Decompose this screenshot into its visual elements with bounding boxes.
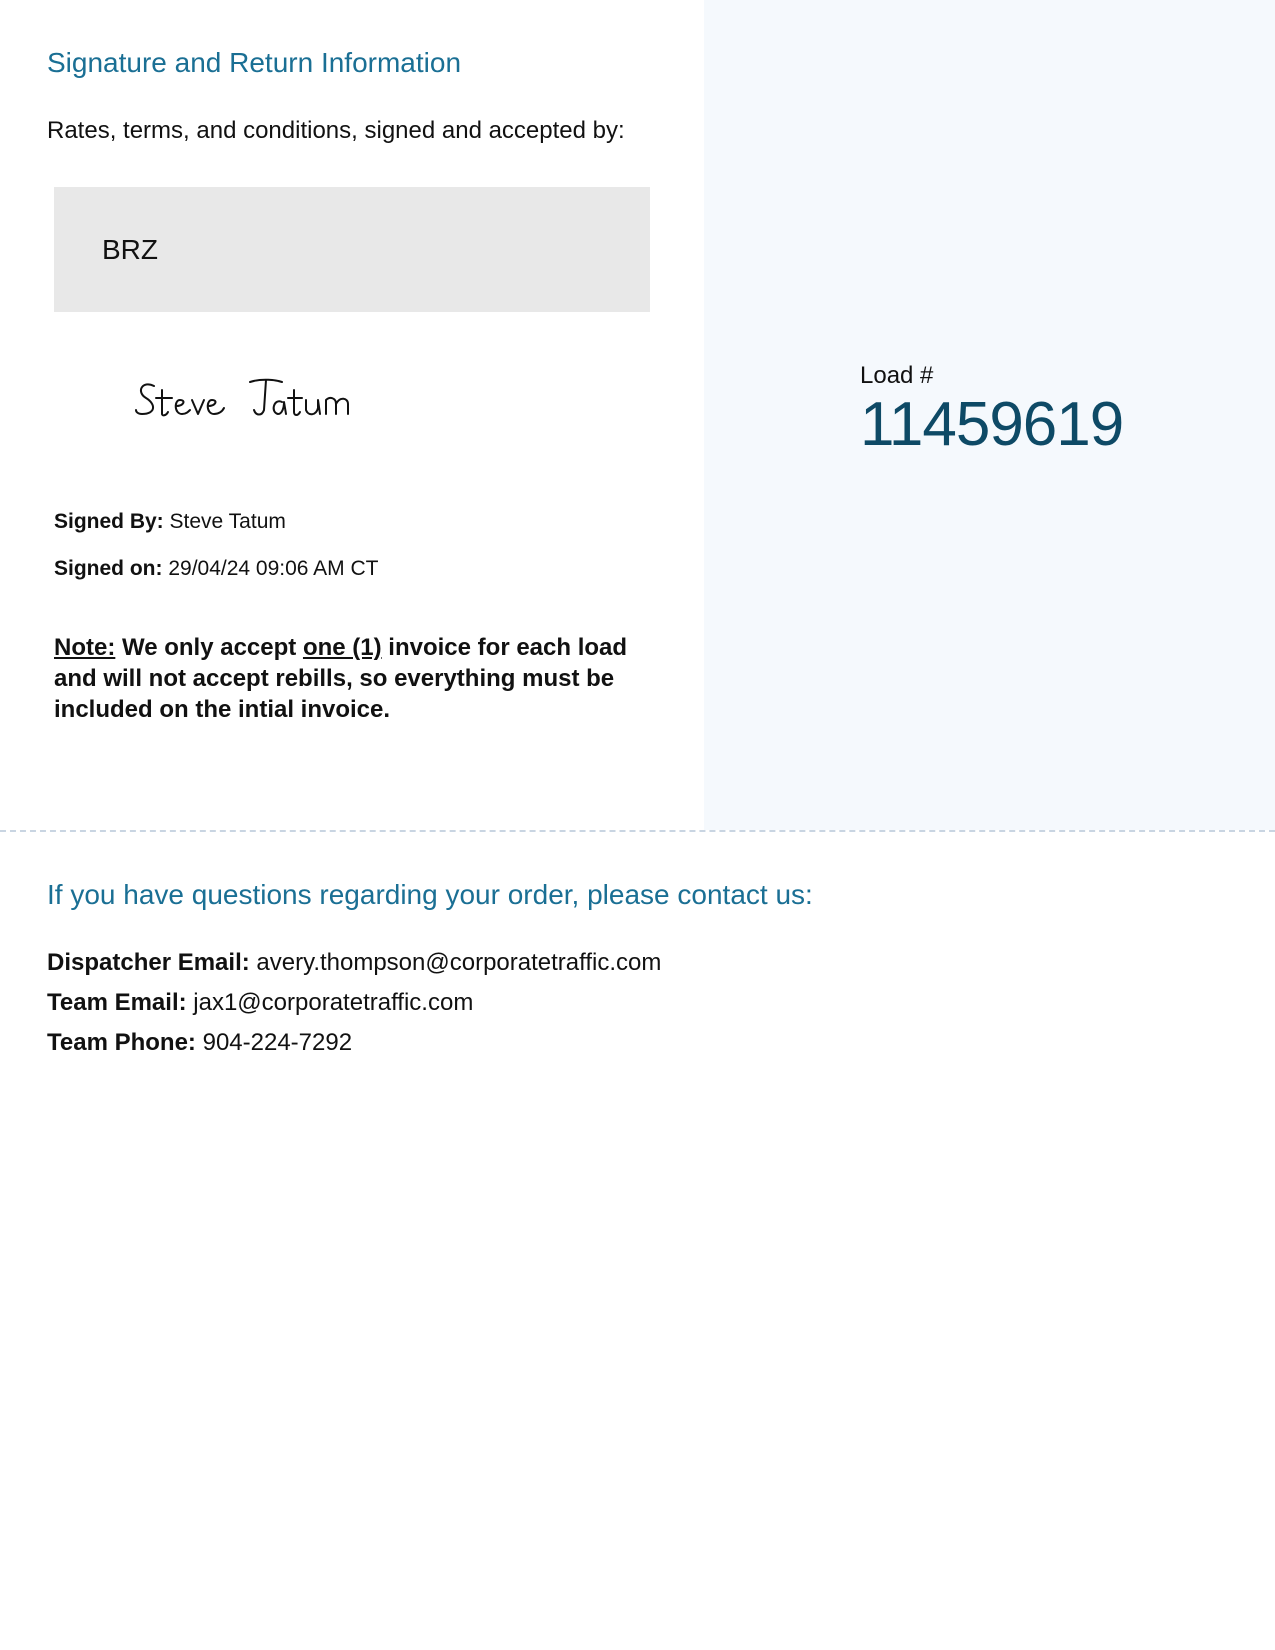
team-phone-label: Team Phone: — [47, 1029, 196, 1056]
dispatcher-email-row — [47, 948, 661, 978]
signed-by — [54, 509, 286, 535]
team-email-row — [47, 988, 473, 1018]
signature-section-heading: Signature and Return Information — [47, 47, 462, 78]
signed-by-value: Steve Tatum — [169, 510, 286, 533]
team-phone-value[interactable]: 904-224-7292 — [202, 1029, 353, 1056]
signed-on — [54, 556, 378, 582]
company-name: BRZ — [102, 234, 158, 265]
team-email-label: Team Email: — [47, 989, 187, 1016]
team-email-value[interactable]: jax1@corporatetraffic.com — [193, 989, 474, 1016]
load-number-block — [860, 362, 1123, 460]
dispatcher-email-value[interactable]: avery.thompson@corporatetraffic.com — [256, 949, 662, 976]
signed-on-value: 29/04/24 09:06 AM CT — [168, 557, 379, 580]
note-label: Note: — [54, 634, 116, 661]
dispatcher-email-label: Dispatcher Email: — [47, 949, 250, 976]
load-number: 11459619 — [860, 390, 1124, 459]
load-label: Load # — [860, 362, 934, 389]
signature-image — [132, 372, 392, 452]
note-text-1: We only accept — [122, 634, 297, 661]
signed-by-label: Signed By: — [54, 510, 164, 533]
company-box — [54, 187, 650, 312]
note-text-2: invoice for each load and will not accept rebills, so everything must be included on the intial invoice. — [54, 634, 628, 723]
signed-on-label: Signed on: — [54, 557, 163, 580]
invoice-note — [54, 632, 634, 725]
accept-statement: Rates, terms, and conditions, signed and accepted by: — [47, 117, 625, 144]
note-emphasis: one (1) — [302, 634, 382, 661]
contact-section-heading: If you have questions regarding your order, please contact us: — [47, 879, 813, 910]
section-divider — [0, 830, 1275, 832]
team-phone-row — [47, 1028, 352, 1058]
